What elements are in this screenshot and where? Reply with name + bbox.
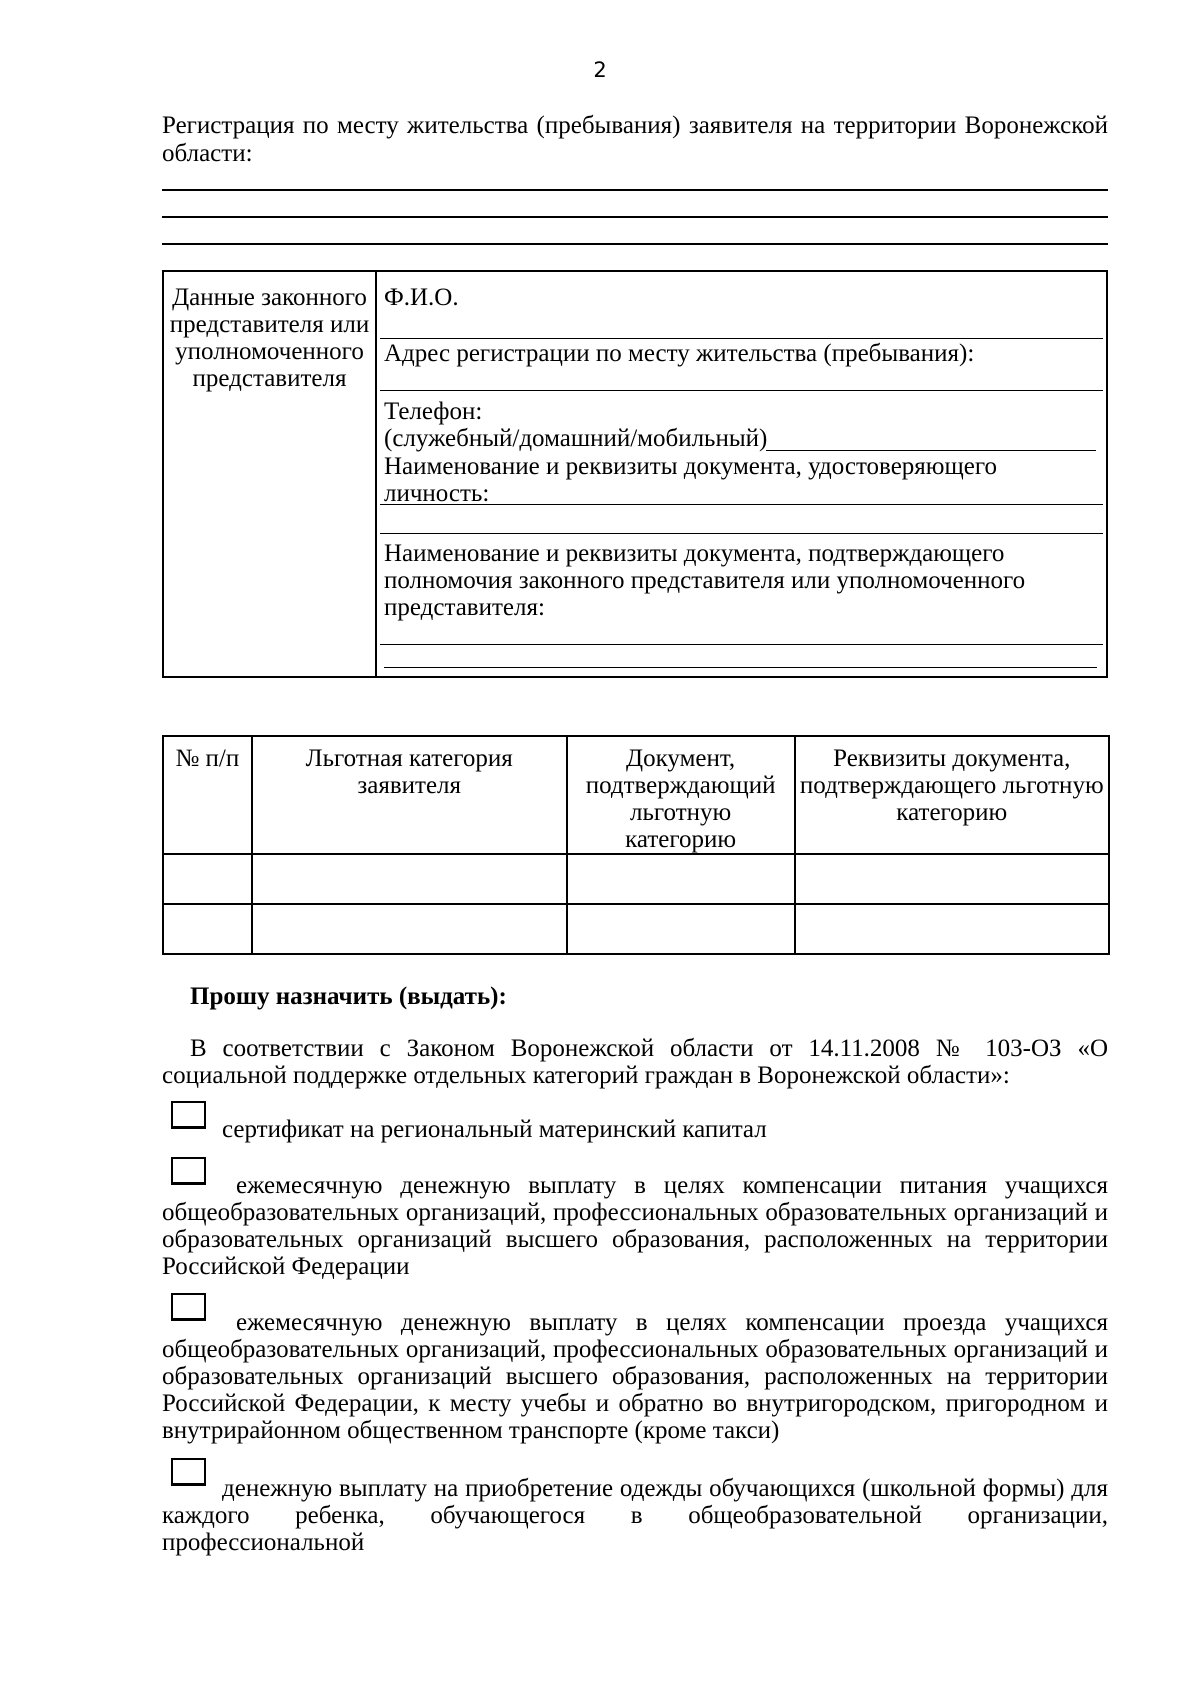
header-text: подтверждающего льготную bbox=[799, 772, 1104, 799]
header-cell-document bbox=[567, 736, 795, 854]
registration-input-line-3[interactable] bbox=[162, 243, 1108, 245]
table-row bbox=[163, 904, 1109, 954]
table-cell[interactable] bbox=[795, 904, 1109, 954]
option-text-travel-line: ежемесячную денежную выплату в целях компенсации проезда учащихся bbox=[236, 1309, 1108, 1336]
table-row bbox=[163, 854, 1109, 904]
identity-doc-label: Наименование и реквизиты документа, удостоверяющего личность: bbox=[384, 453, 997, 507]
authority-doc-label-line: представителя: bbox=[384, 594, 545, 621]
registration-label-line2: области: bbox=[162, 140, 253, 167]
header-cell-details bbox=[795, 736, 1109, 854]
authority-doc-label-line: полномочия законного представителя или уполномоченного bbox=[384, 567, 1026, 594]
option-checkbox-school-uniform[interactable] bbox=[171, 1458, 206, 1486]
fio-input-line[interactable] bbox=[380, 338, 1103, 339]
option-text-food-line: образовательных организаций высшего образования, расположенных на территории bbox=[162, 1226, 1108, 1253]
option-checkbox-food-compensation[interactable] bbox=[171, 1157, 206, 1185]
page-number: 2 bbox=[593, 58, 607, 82]
option-text-food-line: ежемесячную денежную выплату в целях компенсации питания учащихся bbox=[236, 1172, 1108, 1199]
option-text-travel-line: внутрирайонном общественном транспорте (кроме такси) bbox=[162, 1417, 780, 1444]
header-text: Документ, bbox=[626, 745, 736, 772]
identity-doc-input-line-1[interactable] bbox=[380, 504, 1103, 505]
table-cell[interactable] bbox=[163, 854, 252, 904]
identity-doc-input-line-2[interactable] bbox=[380, 533, 1103, 534]
option-text-uniform-line: денежную выплату на приобретение одежды обучающихся (школьной формы) для bbox=[222, 1475, 1108, 1502]
representative-table bbox=[162, 270, 1108, 678]
header-text: льготную категорию bbox=[625, 799, 737, 853]
address-input-line[interactable] bbox=[380, 390, 1103, 391]
request-heading: Прошу назначить (выдать): bbox=[190, 983, 507, 1010]
phone-label: Телефон: bbox=[384, 398, 483, 425]
header-text: категорию bbox=[896, 799, 1008, 826]
header-text: заявителя bbox=[357, 772, 462, 799]
representative-heading-line: представителя bbox=[192, 365, 347, 392]
table-cell[interactable] bbox=[567, 904, 795, 954]
registration-input-line-1[interactable] bbox=[162, 189, 1108, 191]
table-cell[interactable] bbox=[252, 854, 567, 904]
header-cell-category bbox=[252, 736, 567, 854]
benefits-table bbox=[162, 735, 1110, 955]
representative-heading bbox=[164, 272, 377, 676]
header-text: Льготная категория bbox=[305, 745, 513, 772]
authority-doc-label-line: Наименование и реквизиты документа, подтверждающего bbox=[384, 540, 1005, 567]
law-reference-line1: В соответствии с Законом Воронежской области от 14.11.2008 № 103-ОЗ «О bbox=[190, 1035, 1108, 1062]
option-text-food-line: общеобразовательных организаций, профессиональных образовательных организаций и bbox=[162, 1199, 1108, 1226]
table-cell[interactable] bbox=[163, 904, 252, 954]
option-text-travel-line: образовательных организаций высшего образования, расположенных на территории bbox=[162, 1363, 1108, 1390]
header-cell-number bbox=[163, 736, 252, 854]
authority-doc-input-line-1[interactable] bbox=[380, 644, 1103, 645]
header-text: подтверждающий bbox=[585, 772, 776, 799]
registration-input-line-2[interactable] bbox=[162, 216, 1108, 218]
representative-heading-line: Данные законного bbox=[172, 284, 367, 311]
table-cell[interactable] bbox=[795, 854, 1109, 904]
option-text-food-line: Российской Федерации bbox=[162, 1253, 410, 1280]
representative-heading-line: уполномоченного bbox=[175, 338, 364, 365]
phone-types-label: (служебный/домашний/мобильный) bbox=[384, 425, 768, 452]
authority-doc-input-line-2[interactable] bbox=[384, 667, 1097, 668]
registration-label-line1: Регистрация по месту жительства (пребывания) заявителя на территории Воронежской bbox=[162, 112, 1108, 139]
option-checkbox-maternal-capital[interactable] bbox=[171, 1101, 206, 1129]
table-cell[interactable] bbox=[567, 854, 795, 904]
option-text-travel-line: Российской Федерации, к месту учебы и обратно во внутригородском, пригородном и bbox=[162, 1390, 1108, 1417]
option-text-uniform-line: каждого ребенка, обучающегося в общеобразовательной организации, профессиональной bbox=[162, 1502, 1108, 1556]
option-checkbox-travel-compensation[interactable] bbox=[171, 1293, 206, 1321]
header-text: Реквизиты документа, bbox=[833, 745, 1071, 772]
option-text-travel-line: общеобразовательных организаций, профессиональных образовательных организаций и bbox=[162, 1336, 1108, 1363]
representative-heading-line: представителя или bbox=[169, 311, 370, 338]
phone-input-line[interactable] bbox=[766, 450, 1096, 451]
law-reference-line2: социальной поддержке отдельных категорий граждан в Воронежской области»: bbox=[162, 1062, 1010, 1089]
benefits-table-header-row bbox=[163, 736, 1109, 854]
table-cell[interactable] bbox=[252, 904, 567, 954]
header-text: № п/п bbox=[175, 745, 240, 772]
address-label: Адрес регистрации по месту жительства (пребывания): bbox=[384, 340, 975, 367]
fio-label: Ф.И.О. bbox=[384, 284, 459, 311]
option-text-maternal-capital: сертификат на региональный материнский капитал bbox=[222, 1116, 767, 1143]
representative-fields bbox=[377, 272, 1106, 676]
